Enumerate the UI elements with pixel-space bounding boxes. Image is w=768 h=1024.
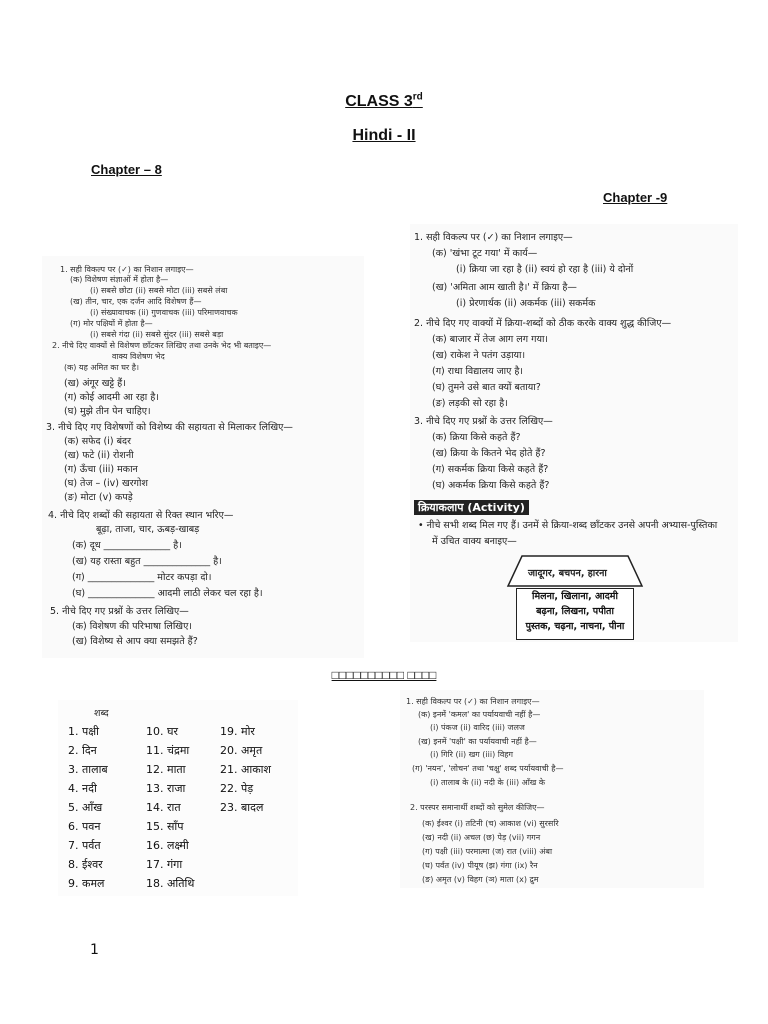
scan-line: (घ) अकर्मक क्रिया किसे कहते हैं? [432, 480, 550, 491]
scan-line: (ग) पक्षी (iii) परमात्मा (ज) रात (viii) अंबा [422, 847, 553, 856]
scan-line: 4. नीचे दिए शब्दों की सहायता से रिक्त स्थान भरिए— [48, 510, 234, 521]
class-title [0, 92, 768, 111]
scan-line: (ग) मोर पक्षियों में होता है— [70, 319, 153, 328]
word-item: 18. अतिथि [146, 877, 195, 890]
scan-line: (क) बाजार में तेज आग लग गया। [432, 334, 549, 345]
word-item: 11. चंद्रमा [146, 744, 190, 757]
scan-line: (क) विशेषण संज्ञाओं में होता है— [70, 275, 169, 284]
scan-line: (क) क्रिया किसे कहते हैं? [432, 432, 521, 443]
class-superscript: rd [412, 92, 423, 103]
scan-line: (घ) तेज – (iv) खरगोश [64, 478, 148, 489]
synonyms-worksheet-scan [400, 690, 704, 888]
word-item: 9. कमल [68, 877, 105, 890]
scan-line: (ग) कोई आदमी आ रहा है। [64, 392, 159, 403]
house-line: पुस्तक, चढ़ना, नाचना, पीना [525, 621, 625, 632]
word-item: 20. अमृत [220, 744, 263, 757]
scan-line: (i) सबसे छोटा (ii) सबसे मोटा (iii) सबसे लंबा [90, 286, 228, 295]
scan-line: 5. नीचे दिए गए प्रश्नों के उत्तर लिखिए— [50, 606, 189, 617]
subject-title [0, 127, 768, 145]
scan-line: (i) सबसे गंदा (ii) सबसे सुंदर (iii) सबसे बड़ा [90, 330, 224, 339]
scan-line: (i) प्रेरणार्थक (ii) अकर्मक (iii) सकर्मक [456, 298, 596, 309]
scan-line: (ख) राकेश ने पतंग उड़ाया। [432, 350, 526, 361]
scan-line: (ग) 'नयन', 'लोचन' तथा 'चक्षु' शब्द पर्यायवाची है— [412, 764, 564, 773]
class-label: CLASS 3 [345, 93, 413, 111]
word-item: 14. रात [146, 801, 181, 814]
activity-text-2: में उचित वाक्य बनाइए— [432, 536, 517, 547]
scan-line: (क) 'खंभा टूट गया' में कार्य— [432, 248, 538, 259]
house-body [516, 588, 634, 640]
word-item: 2. दिन [68, 744, 97, 757]
scan-line: 3. नीचे दिए गए प्रश्नों के उत्तर लिखिए— [414, 416, 553, 427]
word-item: 19. मोर [220, 725, 255, 738]
scan-line: (i) क्रिया जा रहा है (ii) स्वयं हो रहा है (iii) ये दोनों [456, 264, 634, 275]
scan-line: (घ) ______________ आदमी लाठी लेकर चल रहा है। [72, 588, 263, 599]
scan-line: (ग) सकर्मक क्रिया किसे कहते हैं? [432, 464, 549, 475]
word-item: 16. लक्ष्मी [146, 839, 189, 852]
scan-line: (घ) तुमने उसे बात क्यों बताया? [432, 382, 541, 393]
chapter-9-heading: Chapter -9 [603, 190, 668, 205]
word-item: 13. राजा [146, 782, 186, 795]
scan-line: (ग) राधा विद्यालय जाए है। [432, 366, 524, 377]
scan-line: (ङ) अमृत (v) विहग (ञ) माता (x) द्रुम [422, 875, 539, 884]
section-heading: □□□□□□□□□□ □□□□ [331, 668, 437, 682]
activity-label: क्रियाकलाप (Activity) [414, 496, 529, 515]
scan-line: (क) सफेद (i) बंदर [64, 436, 131, 447]
scan-line: बूढ़ा, ताजा, चार, ऊबड़-खाबड़ [96, 524, 200, 535]
scan-line: (i) गिरि (ii) खग (iii) विहग [430, 750, 514, 759]
scan-line: (ङ) लड़की सो रहा है। [432, 398, 508, 409]
scan-line: (ख) विशेष्य से आप क्या समझते हैं? [72, 636, 198, 647]
scan-line: 1. सही विकल्प पर (✓) का निशान लगाइए— [406, 697, 540, 706]
scan-line: 1. सही विकल्प पर (✓) का निशान लगाइए— [414, 232, 573, 243]
chapter-9-worksheet-scan [410, 224, 738, 642]
subject-label: Hindi - II [352, 127, 416, 144]
scan-line: वाक्य विशेषण भेद [112, 352, 165, 361]
scan-line: (ख) तीन, चार, एक दर्जन आदि विशेषण हैं— [70, 297, 202, 306]
words-column-1 [68, 724, 108, 895]
scan-line: (ग) ऊँचा (iii) मकान [64, 464, 138, 475]
word-item: 4. नदी [68, 782, 97, 795]
scan-line: (घ) मुझे तीन पेन चाहिए। [64, 406, 151, 417]
house-line: मिलना, खिलाना, आदमी [532, 591, 618, 602]
scan-line: (क) ईश्वर (i) तटिनी (च) आकाश (vi) सुरसरि [422, 819, 559, 828]
scan-line: 2. नीचे दिए गए वाक्यों में क्रिया-शब्दों को ठीक करके वाक्य शुद्ध कीजिए— [414, 318, 672, 329]
scan-line: (i) पंकज (ii) वारिद (iii) जलज [430, 723, 525, 732]
word-item: 1. पक्षी [68, 725, 99, 738]
scan-line: (ग) ______________ मोटर कपड़ा दो। [72, 572, 212, 583]
word-item: 15. साँप [146, 820, 184, 833]
scan-line: (क) यह अमित का घर है। [64, 363, 140, 372]
scan-line: 2. परस्पर समानार्थी शब्दों को सुमेल कीजिए— [410, 803, 545, 812]
words-column-3 [220, 724, 271, 819]
scan-line: (ख) अंगूर खट्टे हैं। [64, 378, 126, 389]
word-item: 3. तालाब [68, 763, 108, 776]
scan-line: (ख) नदी (ii) अचल (छ) पेड़ (vii) गगन [422, 833, 541, 842]
house-roof-text: जादूगर, बचपन, हारना [528, 568, 607, 579]
word-item: 21. आकाश [220, 763, 272, 776]
word-item: 23. बादल [220, 801, 264, 814]
word-item: 12. माता [146, 763, 186, 776]
scan-line: (ख) यह रास्ता बहुत ______________ है। [72, 556, 222, 567]
scan-line: 1. सही विकल्प पर (✓) का निशान लगाइए— [60, 265, 194, 274]
scan-line: (i) तालाब के (ii) नदी के (iii) आँख के [430, 778, 546, 787]
words-list-scan [58, 700, 298, 896]
words-heading: शब्द [94, 708, 109, 719]
word-item: 22. पेड़ [220, 782, 254, 795]
scan-line: (घ) पर्वत (iv) पीयूष (झ) गंगा (ix) रैन [422, 861, 538, 870]
chapter-8-heading: Chapter – 8 [91, 162, 162, 177]
activity-text-1: • नीचे सभी शब्द मिल गए हैं। उनमें से क्रिया-शब्द छाँटकर उनसे अपनी अभ्यास-पुस्तिका [418, 520, 718, 531]
scan-line: (क) इनमें 'कमल' का पर्यायवाची नहीं है— [418, 710, 541, 719]
scan-line: (ख) 'अमिता आम खाती है।' में क्रिया है— [432, 282, 577, 293]
chapter-8-worksheet-scan [42, 256, 364, 658]
page-number: 1 [90, 942, 99, 958]
word-item: 5. आँख [68, 801, 103, 814]
word-item: 6. पवन [68, 820, 101, 833]
scan-line: (ङ) मोटा (v) कपड़े [64, 492, 133, 503]
words-column-2 [146, 724, 194, 895]
scan-line: (ख) इनमें 'पक्षी' का पर्यायवाची नहीं है— [418, 737, 537, 746]
scan-line: (ख) फटे (ii) रोशनी [64, 450, 134, 461]
scan-line: (क) दूध ______________ है। [72, 540, 182, 551]
word-item: 17. गंगा [146, 858, 183, 871]
scan-line: (क) विशेषण की परिभाषा लिखिए। [72, 621, 192, 632]
word-item: 8. ईश्वर [68, 858, 103, 871]
scan-line: (ख) क्रिया के कितने भेद होते हैं? [432, 448, 546, 459]
house-line: बढ़ना, लिखना, पपीता [536, 606, 614, 617]
scan-line: 3. नीचे दिए गए विशेषणों को विशेष्य की सहायता से मिलाकर लिखिए— [46, 422, 293, 433]
word-item: 7. पर्वत [68, 839, 101, 852]
scan-line: 2. नीचे दिए वाक्यों से विशेषण छाँटकर लिखिए तथा उनके भेद भी बताइए— [52, 341, 272, 350]
word-item: 10. घर [146, 725, 178, 738]
scan-line: (i) संख्यावाचक (ii) गुणवाचक (iii) परिमाणवाचक [90, 308, 238, 317]
